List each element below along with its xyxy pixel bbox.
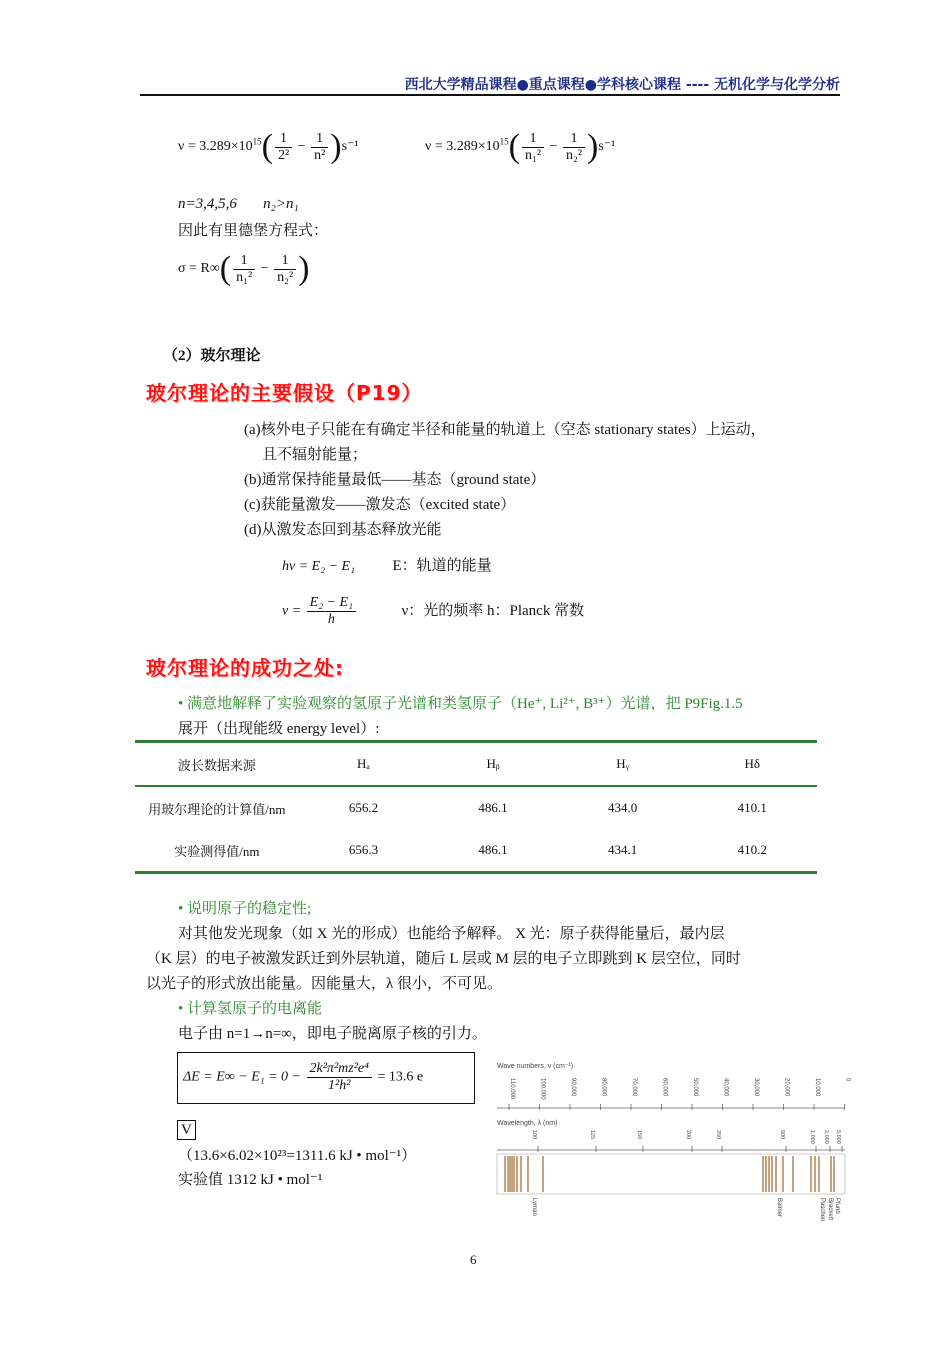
calculation-line: （13.6×6.02×10²³=1311.6 kJ • mol⁻¹） (178, 1148, 417, 1164)
wavelength-table (135, 740, 817, 874)
general-formula: $\nu = 3.289\times 10^{15}$( $\frac{1}{\text{n₁²}}$ − $\frac{1}{\text{n₂²}}$ )s⁻¹ (425, 128, 616, 165)
rydberg-intro: 因此有里德堡方程式： (178, 223, 329, 239)
table-cell: 486.1 (478, 800, 508, 815)
series-label: Lyman (531, 1198, 537, 1216)
wavenumber-tick-label: 100,000 (539, 1078, 546, 1100)
spectrum-svg (493, 1058, 851, 1228)
rydberg-formula: σ = R∞( $\frac{1}{\text{n₁²}}$ − $\frac{1}{\text{n₂²}}$ ) (178, 250, 310, 287)
wavenumber-label: Wave numbers, ν (cm⁻¹) (497, 1063, 574, 1070)
wavenumber-tick-label: 70,000 (631, 1078, 637, 1097)
series-label: Brackett (827, 1198, 833, 1221)
table-header-row (135, 742, 817, 787)
ionization-heading: • 计算氢原子的电离能 (178, 1001, 323, 1017)
wavenumber-ticks (509, 1078, 851, 1110)
experimental-value: 实验值 1312 kJ • mol⁻¹ (178, 1172, 323, 1188)
wavelength-tick-label: 2,000 (823, 1130, 829, 1144)
col-header: Hᵧ (616, 756, 630, 771)
success-heading: 玻尔理论的成功之处: (146, 656, 344, 680)
ionization-text: 电子由 n=1→n=∞，即电子脱离原子核的引力。 (178, 1026, 487, 1042)
table-cell: 实验测得值/nm (174, 843, 260, 859)
wavelength-tick-label: 5,000 (835, 1130, 841, 1144)
wavelength-label: Wavelength, λ (nm) (497, 1120, 558, 1127)
section-title: （2）玻尔理论 (163, 348, 261, 364)
table-row (135, 786, 817, 829)
wavelength-ticks (531, 1130, 842, 1152)
postulate-c: (c)获能量激发——激发态（excited state） (244, 497, 516, 513)
bohr-main-heading: 玻尔理论的主要假设（P19） (146, 381, 423, 405)
col-header: Hᵦ (486, 756, 500, 771)
table-cell: 410.2 (737, 842, 767, 857)
wavenumber-tick-label: 80,000 (600, 1078, 607, 1097)
energy-equation: hν = E₂ − E₁ E：轨道的能量 (282, 558, 492, 574)
series-label: Pfund (834, 1198, 840, 1214)
spectral-lines (505, 1156, 834, 1192)
wavenumber-tick-label: 40,000 (722, 1078, 729, 1097)
wavelength-tick-label: 150 (636, 1130, 642, 1140)
table-cell: 434.1 (607, 842, 638, 857)
wavenumber-tick-label: 50,000 (692, 1078, 698, 1097)
table-cell: 434.0 (607, 800, 638, 815)
postulate-d: (d)从激发态回到基态释放光能 (244, 522, 442, 538)
page-number: 6 (470, 1252, 477, 1267)
balmer-formula: $\nu = 3.289\times 10^{15}$( $\frac{1}{\text{2²}}$ − $\frac{1}{\text{n²}}$ )s⁻¹ (178, 128, 359, 165)
wavenumber-tick-label: 30,000 (753, 1078, 759, 1097)
postulate-a: (a)核外电子只能在有确定半径和能量的轨道上（空态 stationary states）上运动， (244, 422, 766, 438)
table-cell: 用玻尔理论的计算值/nm (148, 801, 286, 817)
col-header: Hδ (744, 756, 760, 771)
postulate-b: (b)通常保持能量最低——基态（ground state） (244, 472, 546, 488)
series-label: Paschen (819, 1198, 825, 1222)
table-cell: 410.1 (737, 800, 767, 815)
table-cell: 486.1 (478, 842, 508, 857)
table-cell: 656.3 (348, 842, 379, 857)
v-box: V (177, 1120, 196, 1140)
series-label: Balmer (776, 1198, 782, 1218)
stability-paragraph-3: 以光子的形式放出能量。因能量大，λ 很小，不可见。 (146, 976, 503, 992)
col-header: 波长数据来源 (177, 757, 256, 773)
hydrogen-spectrum-figure (493, 1058, 851, 1228)
series-labels (531, 1198, 840, 1221)
col-header: Hₐ (356, 756, 370, 771)
wavenumber-tick-label: 0 (844, 1078, 851, 1082)
running-header: 西北大学精品课程●重点课程●学科核心课程 ---- 无机化学与化学分析 (404, 77, 840, 93)
table-row (135, 829, 817, 873)
wavenumber-tick-label: 20,000 (783, 1078, 790, 1097)
wavenumber-tick-label: 110,000 (509, 1078, 515, 1100)
wavelength-tick-label: 125 (589, 1130, 595, 1140)
table-cell: 656.2 (348, 800, 379, 815)
wavenumber-tick-label: 10,000 (814, 1078, 820, 1097)
wavelength-tick-label: 200 (685, 1130, 691, 1140)
wavelength-tick-label: 1,000 (809, 1130, 815, 1144)
success-point-1: • 满意地解释了实验观察的氢原子光谱和类氢原子（He⁺, Li²⁺, B³⁺）光谱，把 P9Fig.1.5 (178, 696, 743, 712)
wavelength-tick-label: 100 (531, 1130, 537, 1140)
success-point-1-cont: 展开（出现能级 energy level）: (178, 721, 380, 737)
n-conditions: n=3,4,5,6 n₂>n₁ (178, 196, 299, 212)
wavelength-tick-label: 500 (779, 1130, 785, 1140)
header-rule (140, 94, 840, 96)
stability-heading: • 说明原子的稳定性; (178, 901, 312, 917)
wavelength-tick-label: 250 (715, 1130, 721, 1140)
stability-paragraph-1: 对其他发光现象（如 X 光的形成）也能给予解释。 X 光：原子获得能量后，最内层 (178, 926, 725, 942)
postulate-a-cont: 且不辐射能量； (262, 447, 368, 463)
wavenumber-tick-label: 60,000 (661, 1078, 668, 1097)
frequency-equation: ν = $\frac{\text{E₂ − E₁}}{h}$ ν：光的频率 h：Planck 常数 (282, 595, 585, 627)
ionization-equation: ΔE = E∞ − E₁ = 0 − $\frac{\text{2k²π²mz²e⁴}}{\text{1²h²}}$ = 13.6 e (177, 1052, 475, 1104)
stability-paragraph-2: （K 层）的电子被激发跃迁到外层轨道，随后 L 层或 M 层的电子立即跳到 K 层空位，同时 (146, 951, 741, 967)
wavenumber-tick-label: 90,000 (570, 1078, 576, 1097)
